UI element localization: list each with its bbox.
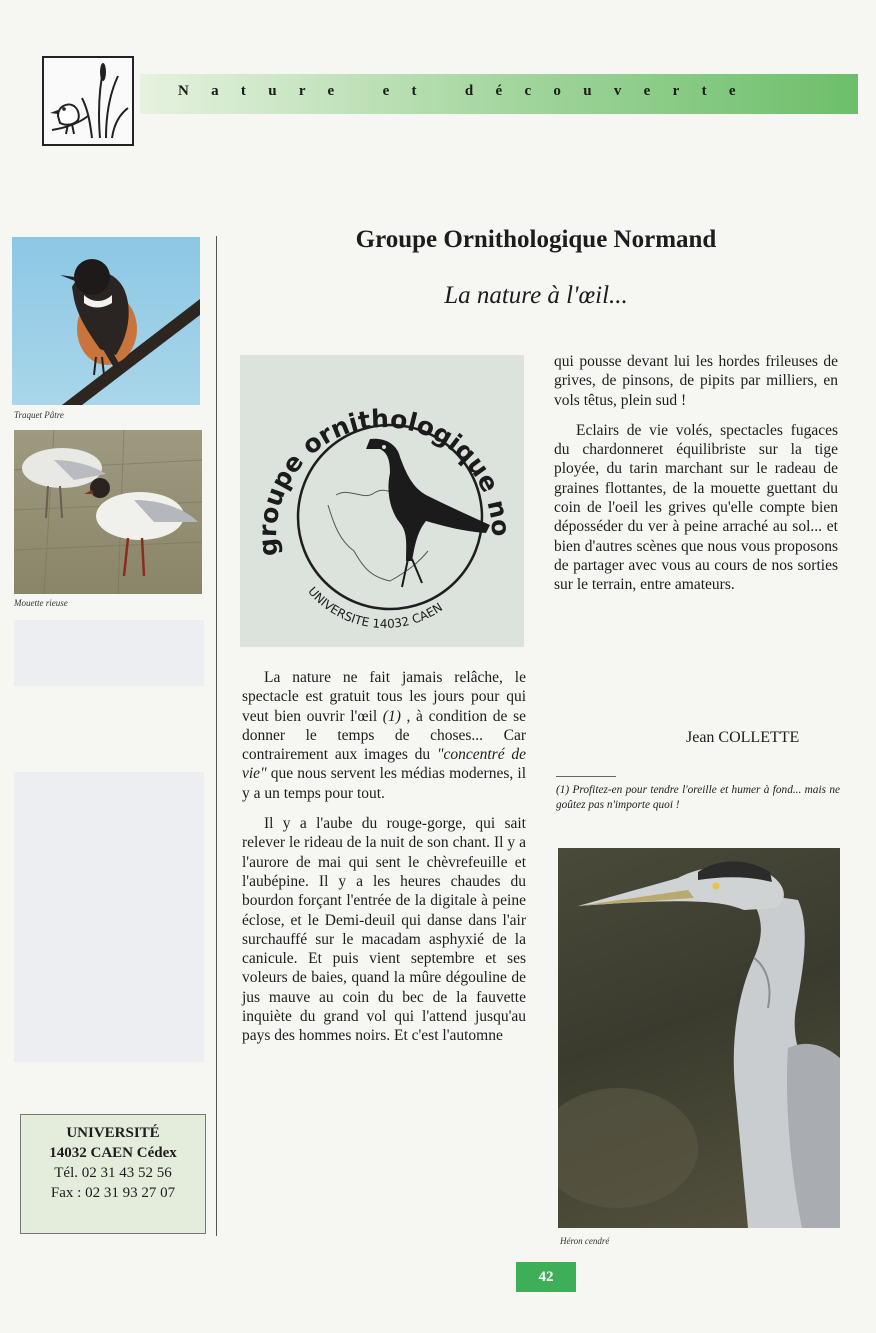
- bird-reeds-icon: [44, 58, 132, 144]
- show-through-block: [14, 772, 204, 1062]
- author-signature: Jean COLLETTE: [686, 729, 800, 746]
- heron-photo: [558, 848, 840, 1228]
- section-logo: [42, 56, 134, 146]
- article-column-2: [554, 352, 838, 595]
- page-number: 42: [516, 1262, 576, 1292]
- show-through-block: [14, 620, 204, 686]
- gulls-photo: [14, 430, 202, 594]
- column-divider: [216, 236, 217, 1236]
- paragraph: Eclairs de vie volés, spectacles fugaces du chardonneret équilibriste sur la tige ployée, du tarin marchant sur le radeau de graines flottantes, de la mouette guettant du coin de l'oeil les grives qu'elle compte bien déposséder du ver à peine arraché au sol... et bien d'autres scènes que nous vous proposons de partager avec vous au cours de nos sorties sur le terrain, entre amateurs.: [554, 421, 838, 594]
- logo-bottom-text: UNIVERSITE 14032 CAEN: [305, 584, 446, 632]
- stonechat-photo: [12, 237, 200, 405]
- heron-caption: Héron cendré: [560, 1236, 610, 1246]
- contact-line-address: 14032 CAEN Cédex: [49, 1145, 177, 1161]
- contact-line-phone: Tél. 02 31 43 52 56: [54, 1165, 172, 1181]
- footnote: (1) Profitez-en pour tendre l'oreille et humer à fond... mais ne goûtez pas n'importe quoi !: [556, 784, 840, 811]
- section-title: Nature et découverte: [178, 83, 758, 99]
- contact-line-university: UNIVERSITÉ: [66, 1125, 160, 1141]
- footnote-rule: [556, 776, 616, 777]
- gulls-caption: Mouette rieuse: [14, 598, 68, 608]
- stonechat-caption: Traquet Pâtre: [14, 410, 64, 420]
- article-column-1: [242, 668, 526, 1046]
- article-title: Groupe Ornithologique Normand: [355, 226, 717, 253]
- article-subtitle: La nature à l'œil...: [444, 282, 628, 309]
- paragraph: qui pousse devant lui les hordes frileuses de grives, de pinsons, de pipits par milliers, en vols têtus, plein sud !: [554, 353, 838, 409]
- contact-line-fax: Fax : 02 31 93 27 07: [50, 1185, 176, 1201]
- paragraph: Il y a l'aube du rouge-gorge, qui sait relever le rideau de la nuit de son chant. Il y a l'aurore de mai qui sent le chèvrefeuille et l'aubépine. Il y a les heures chaudes du bourdon forçant l'entrée de la digitale à peine éclose, et le Demi-deuil qui danse dans l'air surchauffé sur le macadam asphyxié de la canicule. Et puis vient septembre et ses voleurs de baies, quand la mûre dégouline de jus mauve au coin du bec de la fauvette inquiète du grand vol qui l'attend jusqu'au pays des hommes noirs. Et c'est l'automne: [242, 815, 526, 1045]
- logo-arc-text: groupe ornithologique no: [252, 404, 516, 558]
- quote: "concentré de vie": [242, 746, 526, 783]
- gon-logo-panel: [240, 355, 524, 647]
- contact-box: [20, 1114, 206, 1234]
- footnote-ref: (1): [382, 707, 401, 725]
- paragraph: La nature ne fait jamais relâche, le spectacle est gratuit tous les jours pour qui veut bien ouvrir l'œil (1) , à condition de se donner le temps de choses... Car contrairement aux images du "concentré de vie" que nous servent les médias modernes, il y a un temps pour tout.: [242, 669, 527, 802]
